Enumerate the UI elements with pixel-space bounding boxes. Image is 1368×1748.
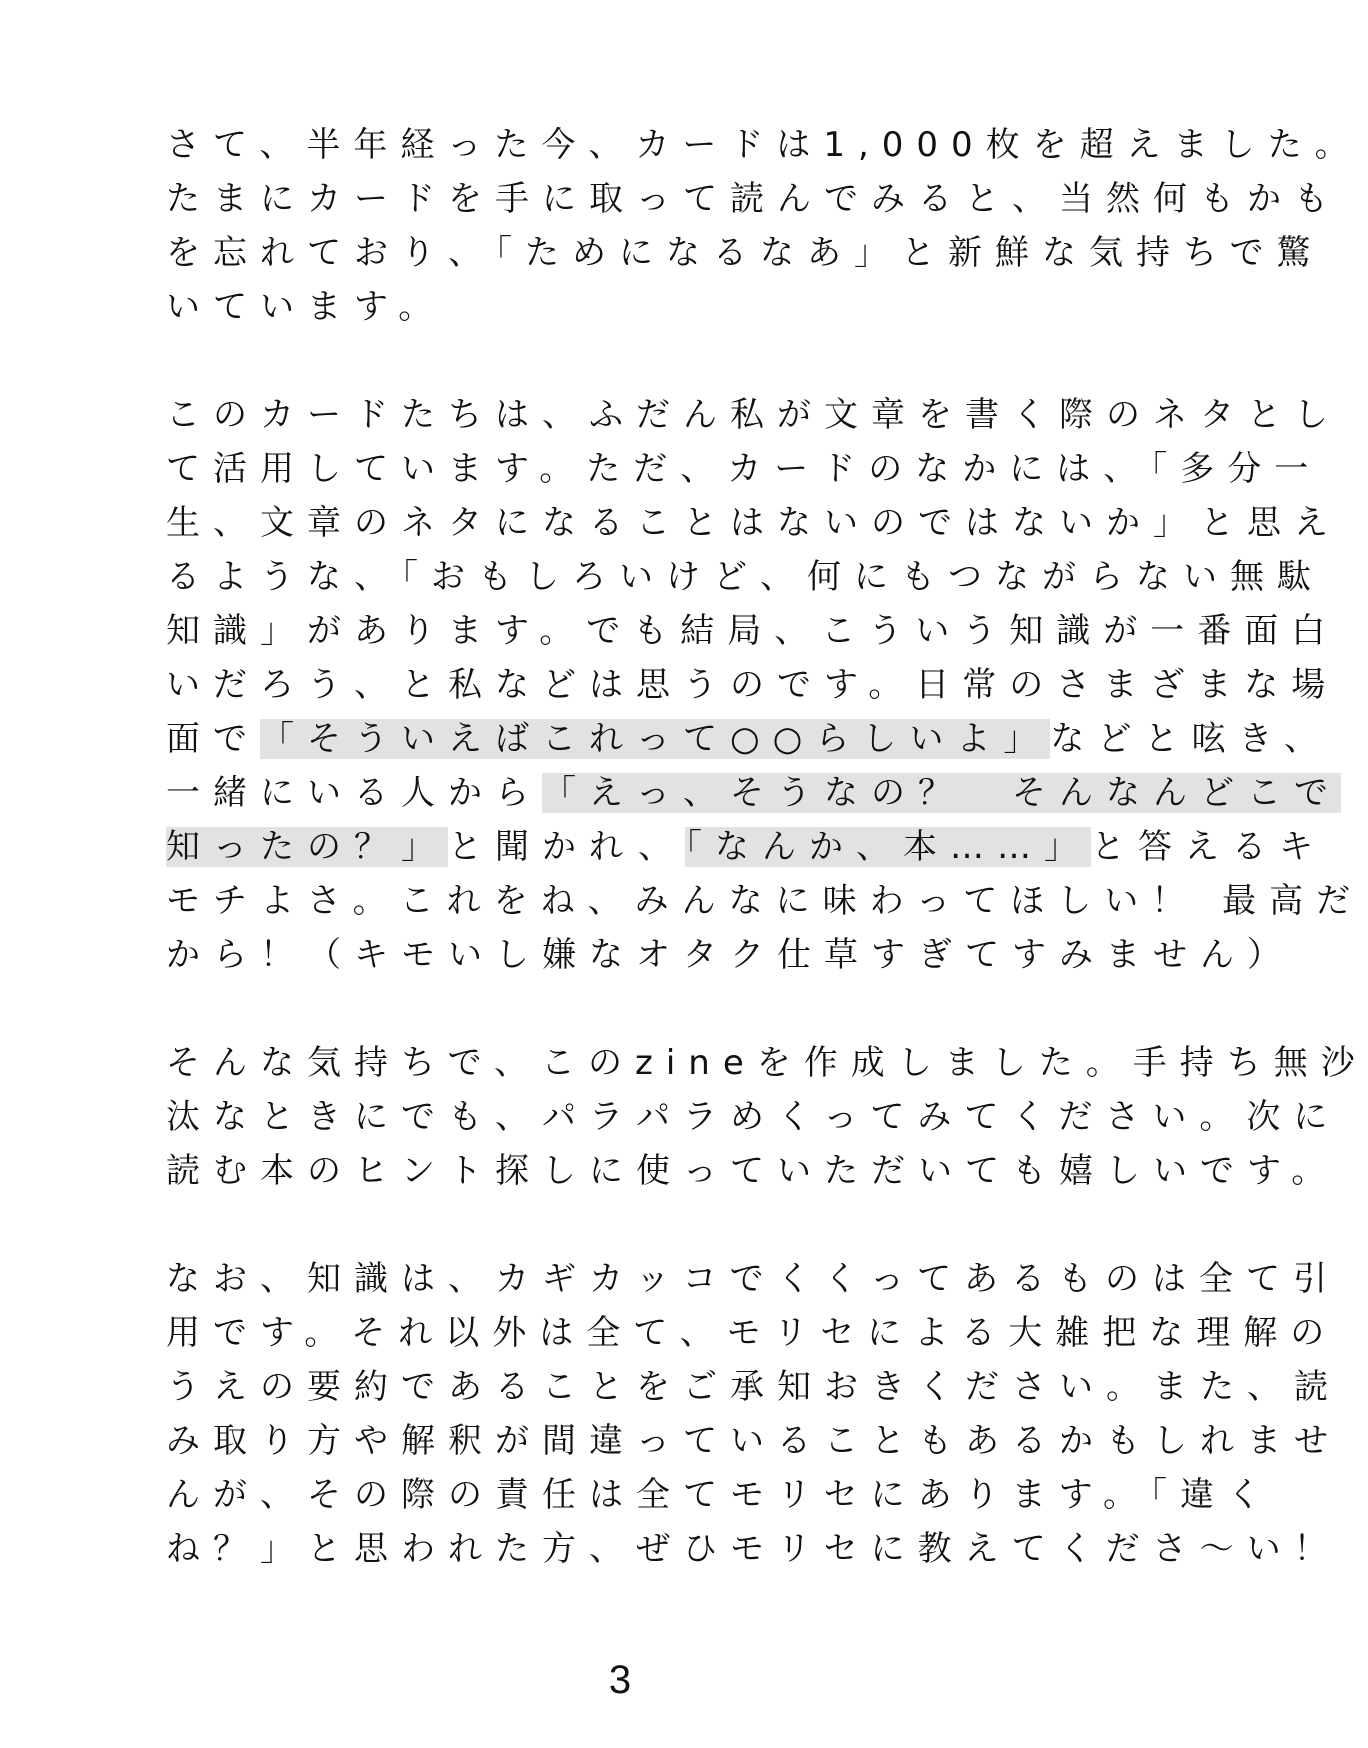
text-segment: と答えるキ — [1091, 827, 1327, 867]
paragraph-gap — [166, 334, 1086, 388]
text-line: そんな気持ちで、このzineを作成しました。手持ち無沙 — [166, 1043, 1368, 1083]
text-line: から！（キモいし嫌なオタク仕草すぎてすみません） — [166, 935, 1294, 975]
text-line: み取り方や解釈が間違っていることもあるかもしれませ — [166, 1421, 1341, 1461]
text-line: 汰なときにでも、パラパラめくってみてください。次に — [166, 1097, 1341, 1137]
text-line: このカードたちは、ふだん私が文章を書く際のネタとし — [166, 395, 1341, 435]
text-segment: などと呟き、 — [1050, 719, 1331, 759]
text-line: いています。 — [166, 287, 446, 327]
text-line: いだろう、と私などは思うのです。日常のさまざまな場 — [166, 665, 1339, 705]
paragraph-3 — [166, 1036, 1368, 1198]
highlighted-quote: 知ったの？」 — [166, 827, 448, 867]
text-line — [166, 766, 1341, 820]
paragraph-4 — [166, 1252, 1341, 1576]
text-line: んが、その際の責任は全てモリセにあります。「違く — [166, 1475, 1274, 1515]
page-number: 3 — [608, 1658, 632, 1702]
text-line: さて、半年経った今、カードは1,000枚を超えました。 — [166, 125, 1362, 165]
paragraph-gap — [166, 982, 1086, 1036]
paragraph-1 — [166, 118, 1362, 334]
text-line: モチよさ。これをね、みんなに味わってほしい！ 最高だ — [166, 881, 1364, 921]
highlighted-quote: 「そういえばこれって○○らしいよ」 — [260, 719, 1051, 759]
text-line: 用です。それ以外は全て、モリセによる大雑把な理解の — [166, 1313, 1338, 1353]
text-line: を忘れており、「ためになるなあ」と新鮮な気持ちで驚 — [166, 233, 1324, 273]
text-line — [166, 820, 1327, 874]
text-line — [166, 712, 1331, 766]
text-line: うえの要約であることをご承知おきください。また、読 — [166, 1367, 1341, 1407]
highlighted-quote: 「えっ、そうなの？ そんなんどこで — [542, 773, 1341, 813]
text-line: 読む本のヒント探しに使っていただいても嬉しいです。 — [166, 1151, 1339, 1191]
text-line: るような、「おもしろいけど、何にもつながらない無駄 — [166, 557, 1324, 597]
text-line: ね？」と思われた方、ぜひモリセに教えてくださ〜い！ — [166, 1529, 1341, 1569]
paragraph-2 — [166, 388, 1364, 982]
body-text — [166, 118, 1368, 1576]
highlighted-quote: 「なんか、本……」 — [685, 827, 1092, 867]
paragraph-gap — [166, 1198, 1086, 1252]
text-segment: 面で — [166, 719, 260, 759]
text-line: 生、文章のネタになることはないのではないか」と思え — [166, 503, 1341, 543]
text-segment: と聞かれ、 — [448, 827, 686, 867]
text-line: たまにカードを手に取って読んでみると、当然何もかも — [166, 179, 1341, 219]
text-line: て活用しています。ただ、カードのなかには、「多分一 — [166, 449, 1322, 489]
text-segment: 一緒にいる人から — [166, 773, 542, 813]
text-line: 知識」があります。でも結局、こういう知識が一番面白 — [166, 611, 1339, 651]
text-line: なお、知識は、カギカッコでくくってあるものは全て引 — [166, 1259, 1340, 1299]
